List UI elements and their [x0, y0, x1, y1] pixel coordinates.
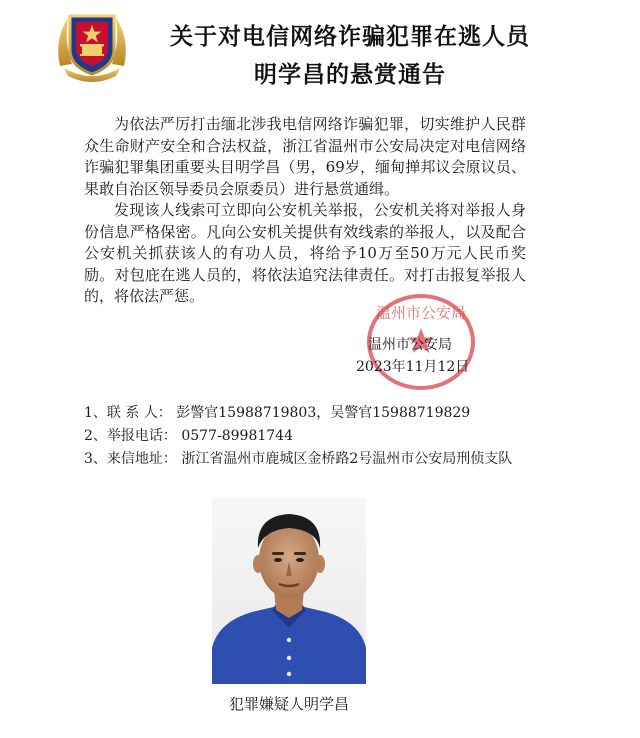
notice-paragraph-1: 为依法严厉打击缅北涉我电信网络诈骗犯罪，切实维护人民群众生命财产安全和合法权益，浙江省温州市公安局决定对电信网络诈骗犯罪集团重要头目明学昌（男，69岁，缅甸掸邦议会原议员、果敢自治区领导委员会原委员）进行悬赏通缉。: [84, 115, 526, 198]
issue-date: 2023年11月12日: [356, 359, 470, 375]
photo-caption: 犯罪嫌疑人明学昌: [228, 695, 349, 713]
notice-paragraph-2: 发现该人线索可立即向公安机关举报，公安机关将对举报人身份信息严格保密。凡向公安机关提供有效线索的举报人，以及配合公安机关抓获该人的有功人员，将给予10万至50万元人民币奖励。对包庇在逃人员的，将依法追究法律责任。对打击报复举报人的，将依法严惩。: [84, 201, 526, 305]
notice-title-line1: 关于对电信网络诈骗犯罪在逃人员: [170, 24, 530, 50]
report-phone: 2、举报电话： 0577-89981744: [84, 428, 293, 444]
notice-title-line2: 明学昌的悬赏通告: [254, 62, 446, 88]
suspect-photo: [212, 498, 366, 684]
mailing-address: 3、来信地址： 浙江省温州市鹿城区金桥路2号温州市公安局刑侦支队: [84, 451, 513, 467]
contact-person: 1、联 系 人： 彭警官15988719803，吴警官15988719829: [84, 405, 471, 421]
seal-text: 温州市公安局: [375, 304, 467, 322]
police-emblem-icon: [50, 6, 134, 86]
issuer-name: 温州市公安局: [368, 337, 452, 353]
